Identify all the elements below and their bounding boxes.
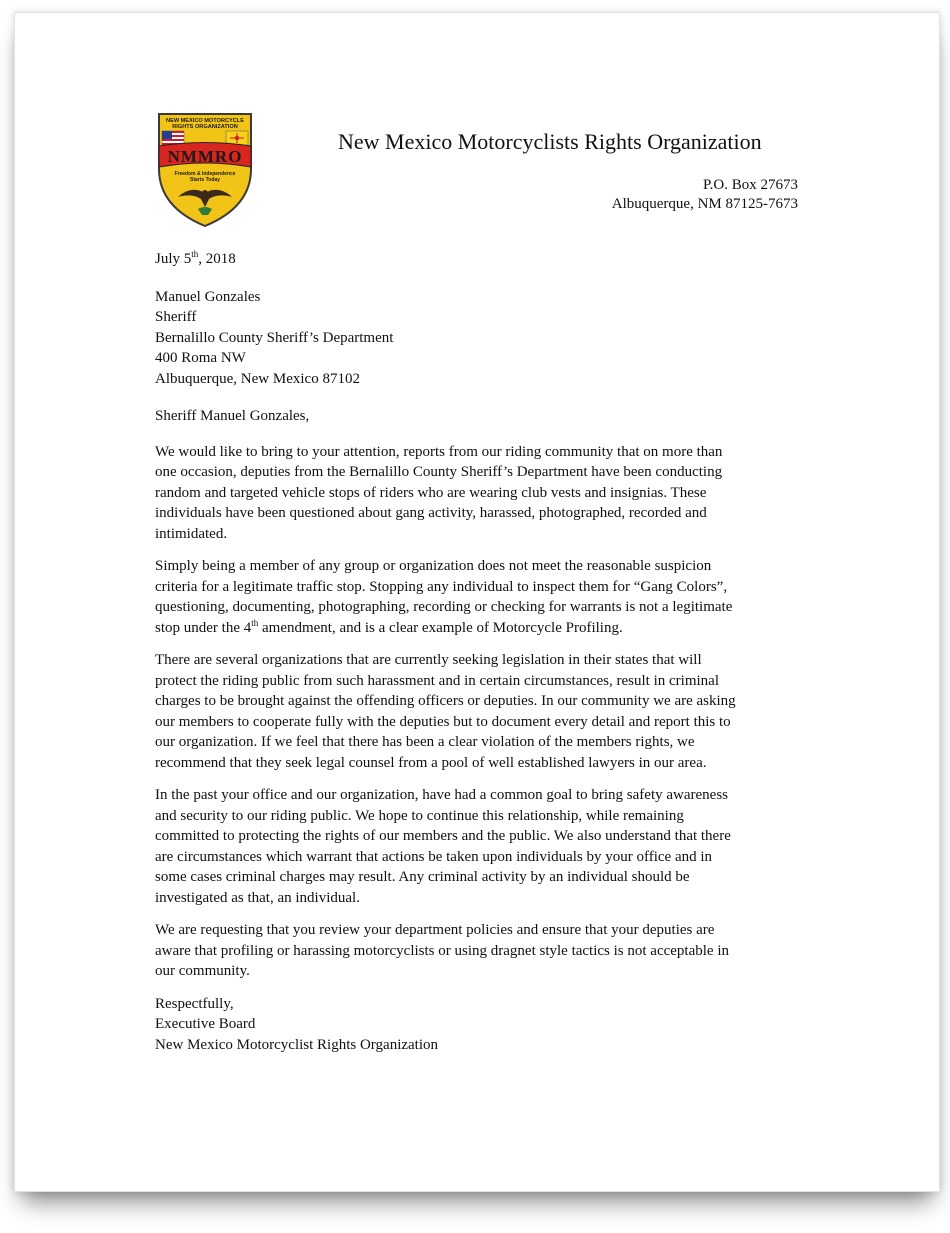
us-flag-icon: [162, 131, 184, 145]
paragraph-line: our members to cooperate fully with the deputies but to document every detail and report this to: [155, 713, 731, 730]
logo-banner-text: NMMRO: [167, 147, 243, 166]
ordinal-suffix: th: [251, 617, 259, 628]
paragraph-line: and security to our riding public. We hope to continue this relationship, while remaining: [155, 807, 684, 824]
logo-motto-1: Freedom & Independence: [174, 171, 236, 177]
paragraph-line: [155, 618, 795, 639]
paragraph-line: our organization. If we feel that there has been a clear violation of the members rights, we: [155, 734, 695, 750]
signer-organization: New Mexico Motorcyclist Rights Organization: [155, 1036, 439, 1053]
paragraph-line: intimidated.: [155, 525, 228, 542]
date-month-day: July 5: [155, 251, 192, 267]
paragraph-line: protect the riding public from such harassment and in certain circumstances, result in criminal: [155, 672, 719, 689]
new-mexico-flag-icon: [226, 131, 248, 145]
date-year: , 2018: [198, 251, 236, 267]
return-address: [612, 176, 798, 214]
paragraph-line: criteria for a legitimate traffic stop. Stopping any individual to inspect them for “Gang Colors”,: [155, 578, 728, 595]
logo-top-text-1: NEW MEXICO MOTORCYCLE: [166, 118, 244, 124]
date-day-suffix: th: [191, 249, 199, 259]
recipient-city: Albuquerque, New Mexico 87102: [155, 370, 360, 387]
paragraph-3: [155, 650, 795, 773]
paragraph-2: [155, 556, 795, 638]
line4-after: amendment, and is a clear example of Motorcycle Profiling.: [258, 619, 623, 636]
recipient-name: Manuel Gonzales: [155, 288, 261, 305]
paragraph-line: our community.: [155, 963, 250, 979]
paragraph-line: investigated as that, an individual.: [155, 889, 360, 906]
address-line-1: P.O. Box 27673: [702, 177, 798, 193]
letter-date: [155, 249, 795, 270]
closing-block: [155, 994, 795, 1056]
paragraph-line: aware that profiling or harassing motorcyclists or using dragnet style tactics is not acceptable in: [155, 942, 729, 959]
line4-before: stop under the 4: [155, 619, 252, 636]
paragraph-line: one occasion, deputies from the Bernalillo County Sheriff’s Department have been conducting: [155, 464, 723, 480]
nmmro-shield-logo-icon: [156, 111, 254, 229]
organization-name: New Mexico Motorcyclists Rights Organization: [338, 129, 762, 154]
salutation: Sheriff Manuel Gonzales,: [155, 408, 310, 424]
paragraph-line: questioning, documenting, photographing, recording or checking for warrants is not a legitimate: [155, 599, 733, 615]
address-line-2: Albuquerque, NM 87125-7673: [611, 196, 798, 212]
logo-motto-2: Starts Today: [190, 177, 220, 183]
paragraph-line: Simply being a member of any group or organization does not meet the reasonable suspicion: [155, 558, 712, 574]
paragraph-line: are circumstances which warrant that actions be taken upon individuals by your office and in: [155, 848, 713, 865]
paragraph-line: random and targeted vehicle stops of riders who are wearing club vests and insignias. These: [155, 484, 707, 501]
paragraph-5: [155, 920, 795, 982]
logo-top-text-2: RIGHTS ORGANIZATION: [172, 124, 238, 130]
letter-body: [155, 249, 795, 1055]
paragraph-line: recommend that they seek legal counsel from a pool of well established lawyers in our area.: [155, 754, 707, 771]
recipient-title: Sheriff: [155, 309, 197, 325]
recipient-department: Bernalillo County Sheriff’s Department: [155, 329, 394, 346]
signer: Executive Board: [155, 1016, 256, 1032]
paragraph-line: We are requesting that you review your department policies and ensure that your deputies are: [155, 922, 715, 938]
recipient-address: [155, 287, 795, 390]
paragraph-4: [155, 785, 795, 908]
paragraph-1: [155, 442, 795, 545]
paragraph-line: charges to be brought against the offending officers or deputies. In our community we are asking: [155, 693, 736, 709]
paragraph-line: We would like to bring to your attention, reports from our riding community that on more than: [155, 443, 723, 460]
paragraph-line: committed to protecting the rights of our members and the public. We also understand that there: [155, 828, 731, 844]
paragraph-line: some cases criminal charges may result. Any criminal activity by an individual should be: [155, 869, 690, 885]
recipient-street: 400 Roma NW: [155, 350, 246, 366]
letter-page: [14, 12, 940, 1192]
valediction: Respectfully,: [155, 995, 234, 1012]
paragraph-line: In the past your office and our organization, have had a common goal to bring safety awareness: [155, 787, 729, 803]
paragraph-line: There are several organizations that are currently seeking legislation in their states that will: [155, 652, 702, 668]
paragraph-line: individuals have been questioned about gang activity, harassed, photographed, recorded and: [155, 505, 707, 521]
